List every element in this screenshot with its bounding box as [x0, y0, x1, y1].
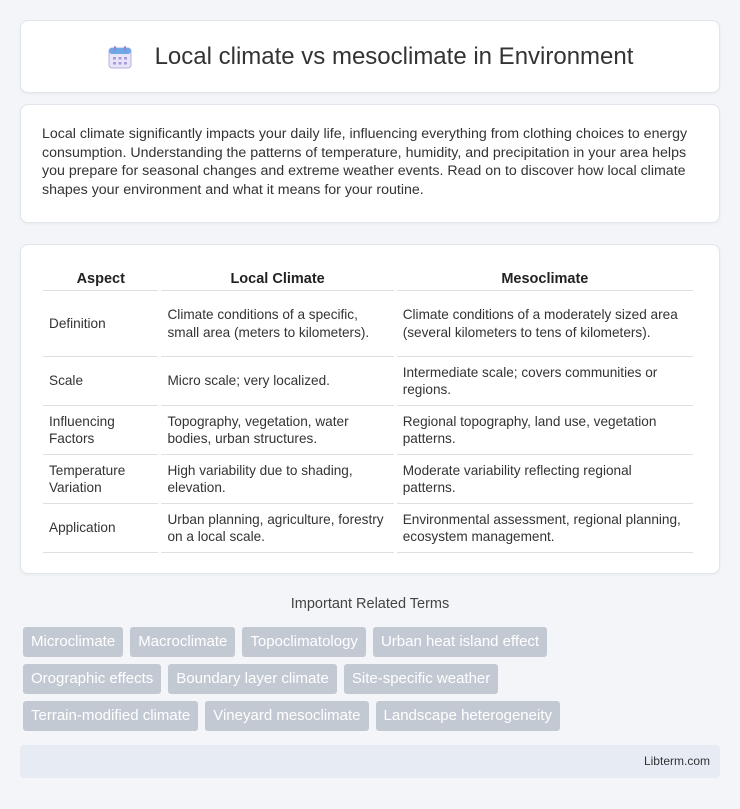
- tag-topoclimatology[interactable]: Topoclimatology: [242, 627, 366, 657]
- related-terms-title: Important Related Terms: [290, 596, 450, 612]
- comparison-table-card: [20, 244, 720, 574]
- table-cell: Definition: [43, 291, 158, 357]
- table-cell: Urban planning, agriculture, forestry on a local scale.: [161, 504, 393, 553]
- tag-row: [23, 627, 723, 657]
- tag-boundary-layer-climate[interactable]: Boundary layer climate: [168, 664, 337, 694]
- table-cell: Topography, vegetation, water bodies, urban structures.: [161, 406, 393, 455]
- table-cell: Climate conditions of a moderately sized area (several kilometers to tens of kilometers).: [397, 291, 693, 357]
- table-cell: Application: [43, 504, 158, 553]
- page-title: Local climate vs mesoclimate in Environment: [154, 42, 634, 70]
- table-cell: High variability due to shading, elevation.: [161, 455, 393, 504]
- tag-site-specific-weather[interactable]: Site-specific weather: [344, 664, 498, 694]
- footer-site-link[interactable]: Libterm.com: [643, 754, 710, 768]
- table-cell: Scale: [43, 357, 158, 406]
- tag-row: [23, 701, 723, 731]
- column-header-local-climate: Local Climate: [161, 265, 393, 291]
- tag-microclimate[interactable]: Microclimate: [23, 627, 123, 657]
- tag-row: [23, 664, 723, 694]
- table-cell: Environmental assessment, regional planning, ecosystem management.: [397, 504, 693, 553]
- column-header-aspect: Aspect: [43, 265, 158, 291]
- column-header-mesoclimate: Mesoclimate: [397, 265, 693, 291]
- tag-macroclimate[interactable]: Macroclimate: [130, 627, 235, 657]
- intro-text: Local climate significantly impacts your daily life, influencing everything from clothing choices to energy consumption. Understanding the patterns of temperature, humidity, and precipitation in your area helps you prepare for seasonal changes and extreme weather events. Read on to discover how local climate shapes your environment and what it means for your routine.: [42, 126, 688, 198]
- table-cell: Influencing Factors: [43, 406, 158, 455]
- table-cell: Moderate variability reflecting regional patterns.: [397, 455, 693, 504]
- tag-vineyard-mesoclimate[interactable]: Vineyard mesoclimate: [205, 701, 368, 731]
- table-row: [43, 406, 693, 455]
- related-terms-list: [23, 627, 723, 738]
- table-row: [43, 455, 693, 504]
- table-cell: Temperature Variation: [43, 455, 158, 504]
- table-cell: Regional topography, land use, vegetation patterns.: [397, 406, 693, 455]
- table-cell: Micro scale; very localized.: [161, 357, 393, 406]
- comparison-table: [40, 265, 696, 553]
- table-row: [43, 357, 693, 406]
- tag-landscape-heterogeneity[interactable]: Landscape heterogeneity: [376, 701, 560, 731]
- table-row: [43, 504, 693, 553]
- tag-urban-heat-island-effect[interactable]: Urban heat island effect: [373, 627, 547, 657]
- table-cell: Climate conditions of a specific, small area (meters to kilometers).: [161, 291, 393, 357]
- tag-orographic-effects[interactable]: Orographic effects: [23, 664, 161, 694]
- footer: [20, 745, 720, 778]
- intro-card: [20, 104, 720, 223]
- tag-terrain-modified-climate[interactable]: Terrain-modified climate: [23, 701, 198, 731]
- table-cell: Intermediate scale; covers communities or regions.: [397, 357, 693, 406]
- calendar-icon: [107, 44, 133, 70]
- table-header-row: [43, 265, 693, 291]
- header-card: [20, 20, 720, 93]
- table-row: [43, 291, 693, 357]
